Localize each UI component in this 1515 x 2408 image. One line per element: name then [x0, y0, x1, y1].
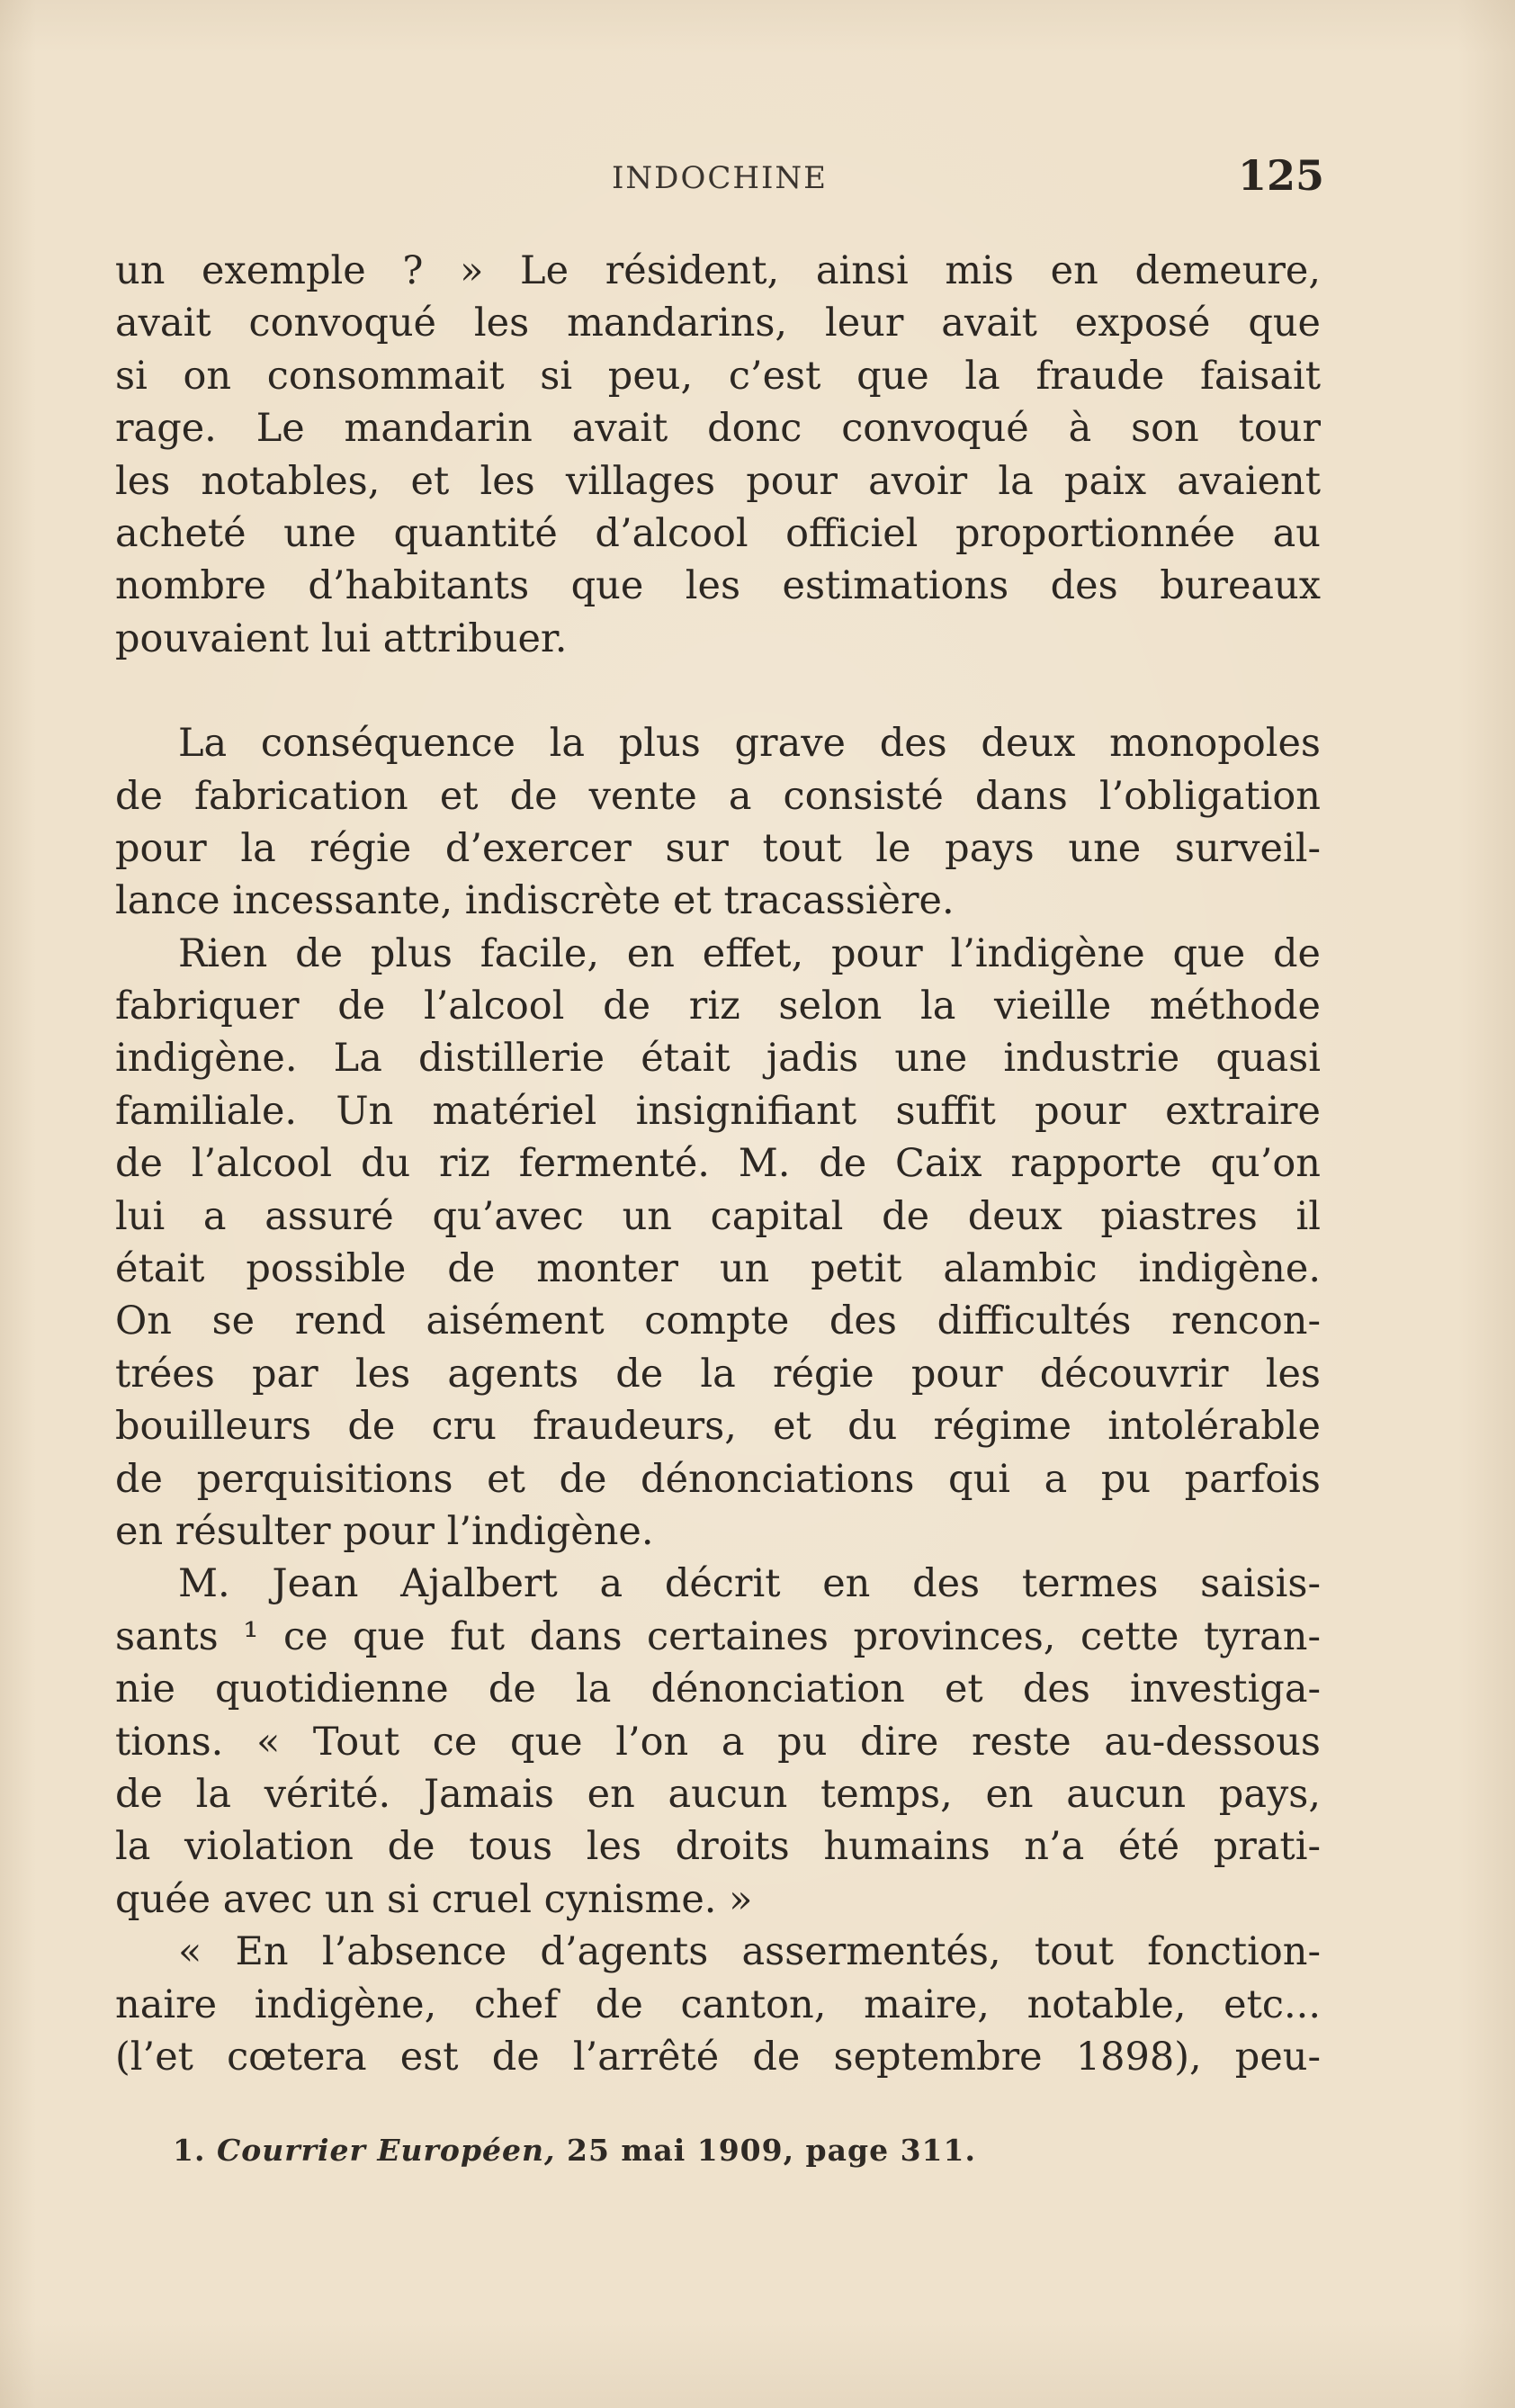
text-line: « En l’absence d’agents assermentés, tout fonction-: [178, 1929, 1321, 1975]
text-line: indigène. La distillerie était jadis une industrie quasi: [115, 1036, 1321, 1082]
body-text: [115, 245, 1321, 2083]
text-line: trées par les agents de la régie pour découvrir les: [115, 1351, 1321, 1397]
text-line: familiale. Un matériel insignifiant suffit pour extraire: [115, 1088, 1321, 1134]
text-line: si on consommait si peu, c’est que la fraude faisait: [115, 353, 1321, 399]
footnote-details: 25 mai 1909, page 311.: [567, 2133, 976, 2168]
text-line: fabriquer de l’alcool de riz selon la vieille méthode: [115, 984, 1321, 1029]
text-line: nie quotidienne de la dénonciation et des investiga-: [115, 1667, 1321, 1712]
text-line: nombre d’habitants que les estimations des bureaux: [115, 563, 1321, 609]
text-line: un exemple ? » Le résident, ainsi mis en demeure,: [115, 248, 1321, 293]
text-line: M. Jean Ajalbert a décrit en des termes saisis-: [178, 1561, 1321, 1607]
text-line: naire indigène, chef de canton, maire, notable, etc...: [115, 1981, 1321, 2027]
text-line: (l’et cœtera est de l’arrêté de septembre 1898), peu-: [115, 2034, 1321, 2080]
text-line: la violation de tous les droits humains n’a été prati-: [115, 1824, 1321, 1870]
text-line: acheté une quantité d’alcool officiel proportionnée au: [115, 510, 1321, 556]
text-line: pour la régie d’exercer sur tout le pays une surveil-: [115, 825, 1321, 871]
text-line: de fabrication et de vente a consisté dans l’obligation: [115, 773, 1321, 819]
text-line: les notables, et les villages pour avoir la paix avaient: [115, 458, 1321, 504]
text-line: avait convoqué les mandarins, leur avait exposé que: [115, 301, 1321, 346]
page-number: 125: [1237, 151, 1324, 200]
text-line: pouvaient lui attribuer.: [115, 615, 568, 661]
text-line: quée avec un si cruel cynisme. »: [115, 1876, 753, 1922]
text-line: Rien de plus facile, en effet, pour l’indigène que de: [178, 930, 1321, 976]
text-line: sants ¹ ce que fut dans certaines provinces, cette tyran-: [115, 1613, 1321, 1659]
text-line: lance incessante, indiscrète et tracassière.: [115, 878, 955, 924]
text-line: On se rend aisément compte des difficultés rencon-: [115, 1298, 1321, 1344]
text-line: de l’alcool du riz fermenté. M. de Caix rapporte qu’on: [115, 1141, 1321, 1187]
text-line: en résulter pour l’indigène.: [115, 1508, 654, 1554]
paragraph-gap: [115, 665, 1321, 717]
text-line: bouilleurs de cru fraudeurs, et du régime intolérable: [115, 1404, 1321, 1450]
text-line: rage. Le mandarin avait donc convoqué à son tour: [115, 406, 1321, 452]
text-line: de la vérité. Jamais en aucun temps, en aucun pays,: [115, 1771, 1321, 1817]
text-line: tions. « Tout ce que l’on a pu dire reste au-dessous: [115, 1719, 1321, 1765]
footnote: [173, 2133, 976, 2168]
text-line: de perquisitions et de dénonciations qui a pu parfois: [115, 1456, 1321, 1502]
footnote-number: 1.: [173, 2133, 206, 2168]
running-title: INDOCHINE: [612, 160, 828, 196]
text-line: lui a assuré qu’avec un capital de deux piastres il: [115, 1193, 1321, 1239]
text-line: La conséquence la plus grave des deux monopoles: [178, 721, 1321, 767]
footnote-source: Courrier Européen,: [216, 2133, 556, 2168]
text-line: était possible de monter un petit alambic indigène.: [115, 1246, 1321, 1292]
